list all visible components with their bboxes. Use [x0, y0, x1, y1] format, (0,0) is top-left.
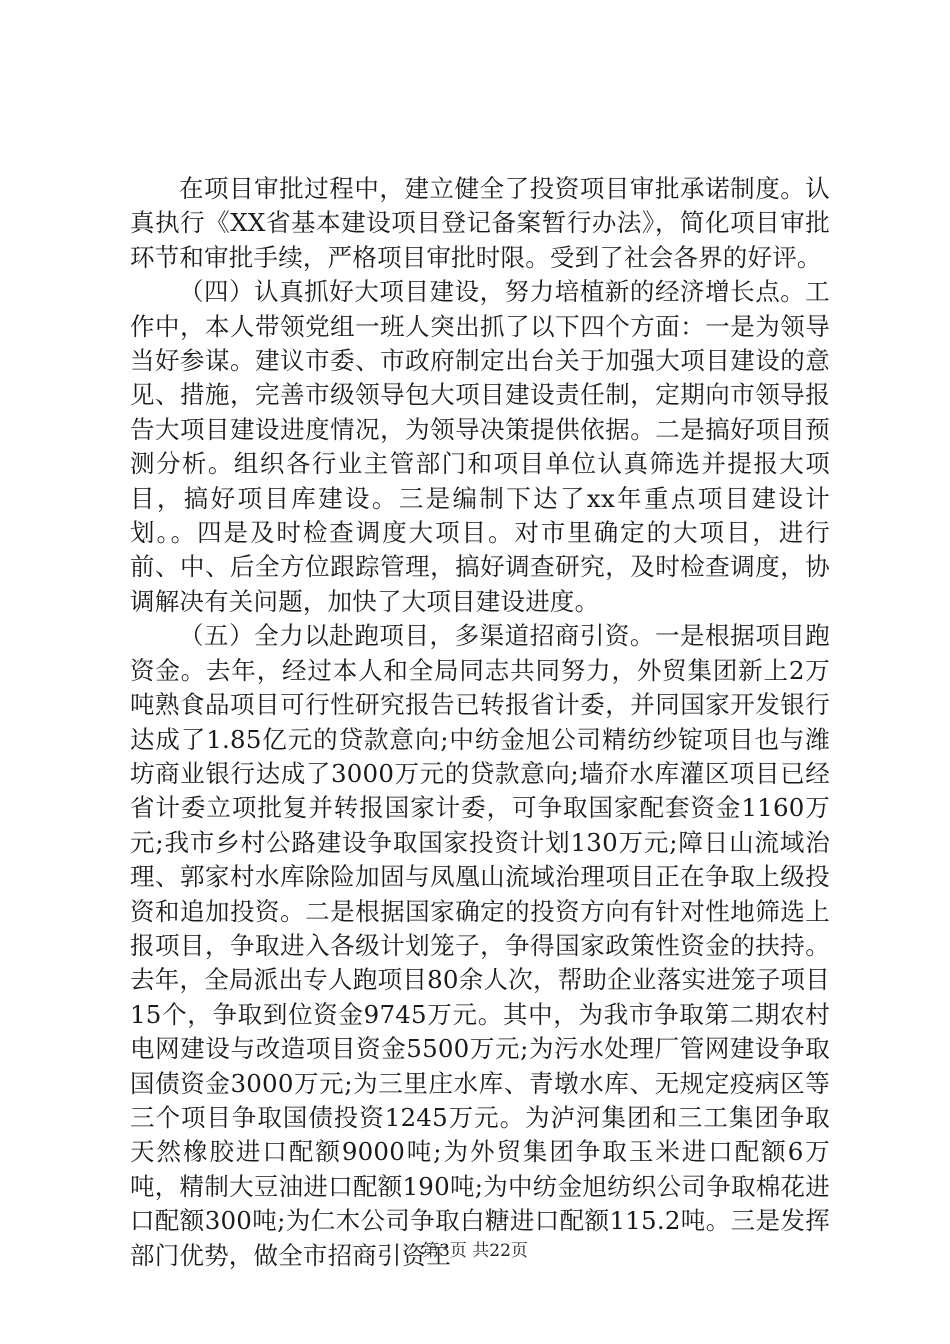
- paragraph-major-projects: （四）认真抓好大项目建设，努力培植新的经济增长点。工作中，本人带领党组一班人突出抓了以下四个方面：一是为领导当好参谋。建议市委、市政府制定出台关于加强大项目建设的意见、措施，完善市级领导包大项目建设责任制，定期向市领导报告大项目建设进度情况，为领导决策提供依据。二是搞好项目预测分析。组织各行业主管部门和项目单位认真筛选并提报大项目，搞好项目库建设。三是编制下达了xx年重点项目建设计划。。四是及时检查调度大项目。对市里确定的大项目，进行前、中、后全方位跟踪管理，搞好调查研究，及时检查调度，协调解决有关问题，加快了大项目建设进度。: [130, 277, 830, 616]
- paragraph-investment: （五）全力以赴跑项目，多渠道招商引资。一是根据项目跑资金。去年，经过本人和全局同志共同努力，外贸集团新上2万吨熟食品项目可行性研究报告已转报省计委，并同国家开发银行达成了1.85亿元的贷款意向;中纺金旭公司精纺纱锭项目也与潍坊商业银行达成了3000万元的贷款意向;墙夼水库灌区项目已经省计委立项批复并转报国家计委，可争取国家配套资金1160万元;我市乡村公路建设争取国家投资计划130万元;障日山流域治理、郭家村水库除险加固与凤凰山流域治理项目正在争取上级投资和追加投资。二是根据国家确定的投资方向有针对性地筛选上报项目，争取进入各级计划笼子，争得国家政策性资金的扶持。去年，全局派出专人跑项目80余人次，帮助企业落实进笼子项目15个，争取到位资金9745万元。其中，为我市争取第二期农村电网建设与改造项目资金5500万元;为污水处理厂管网建设争取国债资金3000万元;为三里庄水库、青墩水库、无规定疫病区等三个项目争取国债投资1245万元。为泸河集团和三工集团争取天然橡胶进口配额9000吨;为外贸集团争取玉米进口配额6万吨，精制大豆油进口配额190吨;为中纺金旭纺织公司争取棉花进口配额300吨;为仁木公司争取白糖进口配额115.2吨。三是发挥部门优势，做全市招商引资工: [130, 621, 830, 1270]
- page-footer: 第3页 共22页: [422, 1241, 528, 1261]
- document-body: [130, 172, 830, 1273]
- paragraph-approval: 在项目审批过程中，建立健全了投资项目审批承诺制度。认真执行《XX省基本建设项目登记备案暂行办法》，简化项目审批环节和审批手续，严格项目审批时限。受到了社会各界的好评。: [130, 174, 830, 272]
